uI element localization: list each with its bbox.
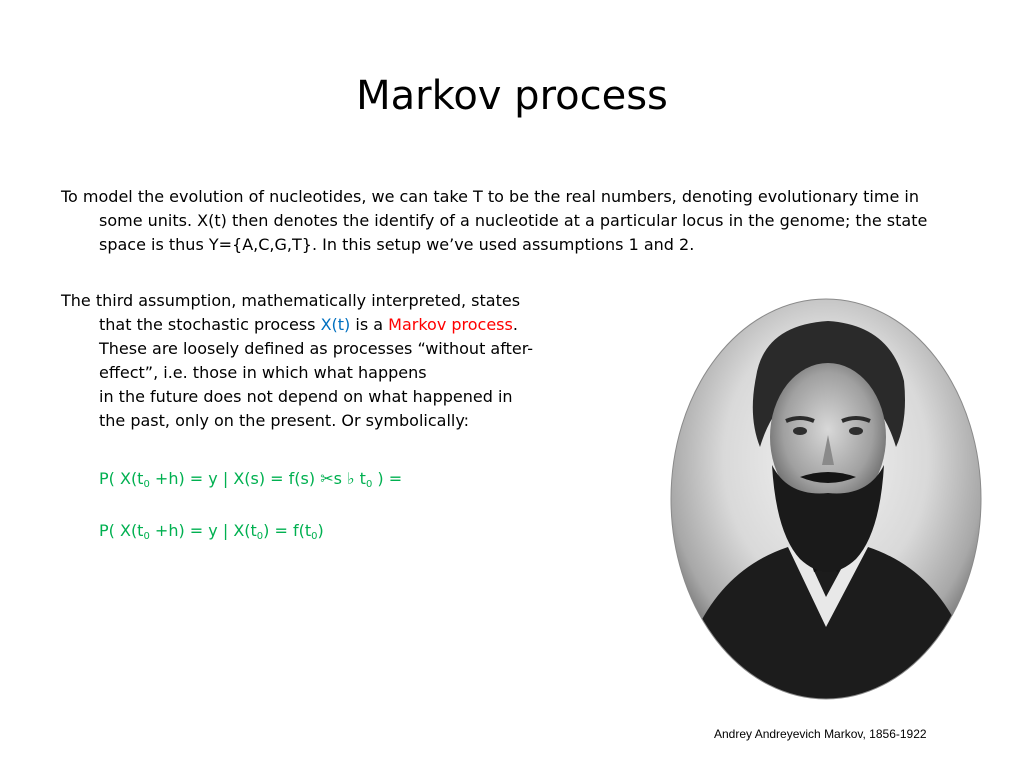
scissors-icon: ✂	[320, 469, 334, 488]
markov-formula-present	[99, 519, 324, 543]
formula-text: ) = f(t	[263, 521, 312, 540]
paragraph-line	[61, 313, 561, 337]
formula-text: P( X(t	[99, 469, 144, 488]
formula-subscript: 0	[143, 531, 150, 542]
formula-subscript: 0	[311, 531, 318, 542]
paragraph-markov-assumption	[61, 289, 561, 433]
formula-subscript: 0	[365, 479, 373, 490]
paragraph-line: These are loosely defined as processes “without after-	[99, 339, 534, 358]
formula-text: t	[354, 469, 366, 488]
text-run: .	[512, 315, 518, 334]
slide-title: Markov process	[356, 73, 668, 119]
formula-text: +h) = y | X(s) = f(s)	[149, 469, 321, 488]
formula-text: )	[317, 521, 324, 540]
markov-formula-general	[99, 467, 402, 491]
paragraph-nucleotide-model	[61, 185, 961, 257]
formula-text: P( X(t	[99, 521, 144, 540]
paragraph-line: effect”, i.e. those in which what happens	[99, 363, 427, 382]
formula-subscript: 0	[143, 479, 150, 490]
markov-process-term: Markov process	[388, 315, 513, 334]
paragraph-line: in the future does not depend on what happened in	[99, 387, 513, 406]
paragraph-line: some units. X(t) then denotes the identify of a nucleotide at a particular locus in the genome; the state	[99, 211, 928, 230]
formula-text: ) =	[372, 469, 403, 488]
formula-text: s	[333, 469, 348, 488]
formula-text: +h) = y | X(t	[149, 521, 257, 540]
paragraph-line: To model the evolution of nucleotides, we can take T to be the real numbers, denoting evolutionary time in	[61, 187, 919, 206]
formula-subscript: 0	[256, 531, 264, 542]
text-run: is a	[350, 315, 389, 334]
markov-portrait	[668, 297, 984, 701]
portrait-caption: Andrey Andreyevich Markov, 1856-1922	[714, 727, 927, 741]
paragraph-line: The third assumption, mathematically interpreted, states	[61, 291, 521, 310]
paragraph-line: the past, only on the present. Or symbolically:	[99, 411, 470, 430]
flat-icon: ♭	[347, 469, 355, 488]
x-of-t-term: X(t)	[320, 315, 351, 334]
text-run: that the stochastic process	[99, 315, 321, 334]
paragraph-line: space is thus Y={A,C,G,T}. In this setup we’ve used assumptions 1 and 2.	[99, 235, 695, 254]
